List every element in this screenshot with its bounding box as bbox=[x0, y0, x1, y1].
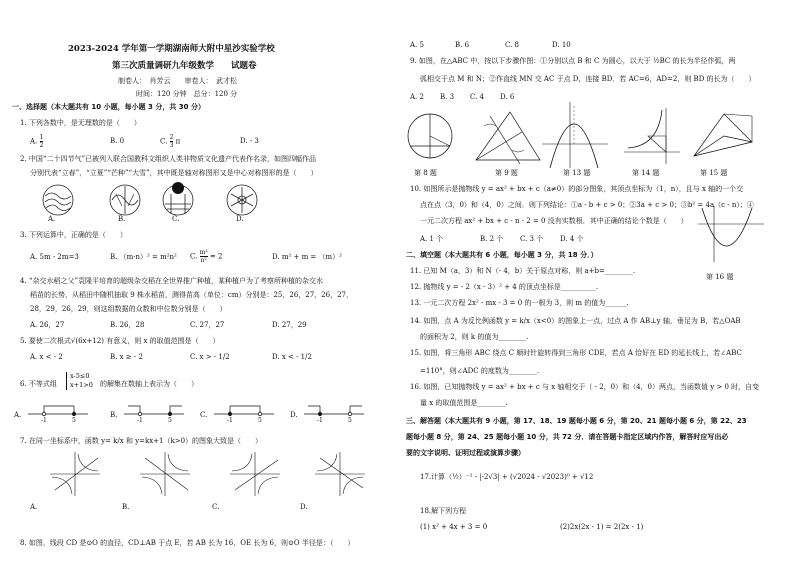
q16-parabola-figure bbox=[696, 204, 766, 264]
q4-option-b: B. 26，28 bbox=[110, 321, 145, 329]
q7-graph-b bbox=[140, 452, 190, 496]
q2-label-d: D. bbox=[236, 215, 244, 223]
q16-line2: 量 x 的取值范围是________. bbox=[420, 399, 508, 407]
q1-option-a bbox=[30, 134, 43, 149]
q6-ineq-1: x-5≤0 bbox=[70, 372, 90, 380]
q13-parabola-figure bbox=[540, 100, 610, 170]
section-3-line1: 三、解答题（本大题共有 9 小题，第 17、18、19 题每小题 6 分，第 20、21 题每小题 6 分，第 22、23 bbox=[406, 417, 747, 425]
q1-c-label: C. bbox=[160, 137, 168, 146]
q3-c-fraction bbox=[200, 249, 208, 264]
q15-line2: =110°，则∠ADC 的度数为________. bbox=[420, 367, 540, 375]
q6-label-a: A. bbox=[14, 411, 22, 419]
q1-stem: 1. 下列各数中，是无理数的是（ ） bbox=[20, 119, 141, 127]
q1-a-num: 1 bbox=[39, 134, 44, 141]
q1-c-den: 3 bbox=[169, 142, 174, 149]
exam-subtitle: 第三次质量调研九年级数学 试题卷 bbox=[112, 61, 257, 71]
q9-line2: 弧相交于点 M 和 N；②作直线 MN 交 AC 于点 D，连接 BD．若 AC=6，AD=2，则 BD 的长为（ ） bbox=[420, 75, 756, 83]
q7-graphs bbox=[0, 450, 400, 500]
q10-line2: 点在点（3，0）和（4，0）之间．则下列结论：①a - b + c > 0；②3a + c > 0；③b² = 4a（c - n）；④ bbox=[420, 201, 754, 209]
q6-tick-d2: 5 bbox=[348, 417, 352, 424]
q3-c-num: m² bbox=[199, 249, 208, 256]
q11-text: 11. 已知 M（a，3）和 N（- 4，b）关于原点对称，则 a+b=________. bbox=[410, 267, 636, 275]
q9-option-a: A. 2 bbox=[410, 93, 424, 101]
q17-text: 17.计算（½）⁻² - |-2√3| + (√2024 - √2023)⁰ + √12 bbox=[420, 473, 594, 481]
q9-option-c: C. 4 bbox=[470, 93, 485, 101]
q6-label-b: B. bbox=[110, 411, 118, 419]
q3-option-d: D. m² + m = （m）² bbox=[272, 253, 342, 261]
q4-line3: 28，29，26，29，则这组数据的众数和中位数分别是（ ） bbox=[30, 305, 227, 313]
q6-number-line-d bbox=[304, 406, 364, 416]
q10-line3: 一元二次方程 ax² + bx + c - n - 2 = 0 没有实数根．其中正确的结论个数是（ ） bbox=[420, 217, 688, 225]
q5-option-c: C. x > - 1/2 bbox=[190, 353, 230, 361]
q8-circle-figure bbox=[406, 106, 456, 166]
q15-line1: 15. 如图，将三角形 ABC 绕点 C 顺时针旋转得到三角形 CDE，若点 A 恰好在 ED 的延长线上，若∠ABC bbox=[410, 349, 742, 357]
exam-title: 2023-2024 学年第一学期湖南师大附中星沙实验学校 bbox=[68, 44, 275, 54]
q12-text: 12. 抛物线 y = - 2（x - 3）² + 4 的顶点坐标是__________. bbox=[410, 283, 599, 291]
q1-option-c bbox=[160, 134, 180, 149]
q2-label-b: B. bbox=[118, 215, 126, 223]
q3-c-post: = 2 bbox=[209, 252, 223, 261]
q6-tick-b1: -1 bbox=[137, 417, 143, 424]
section-2-heading: 二、填空题（本大题共有 6 小题，每小题 3 分，共 18 分．） bbox=[406, 251, 598, 259]
q2-line1: 2. 中国“二十四节气”已被列入联合国教科文组织人类非物质文化遗产代表作名录，如图四幅作品 bbox=[20, 155, 317, 163]
solar-term-mangzhong bbox=[163, 182, 193, 215]
q5-option-b: B. x ≥ - 2 bbox=[110, 353, 143, 361]
q16-line1: 16. 如图，已知抛物线 y = ax² + bx + c 与 x 轴相交于（ - 2，0）和（4，0）两点，当函数值 y > 0 时，自变 bbox=[410, 383, 760, 391]
q7-label-b: B. bbox=[122, 503, 130, 511]
q1-c-num: 2 bbox=[169, 134, 174, 141]
q18-part1: (1) x² + 4x + 3 = 0 bbox=[420, 523, 488, 531]
q2-label-a: A. bbox=[48, 215, 56, 223]
q6-stem-post: 的解集在数轴上表示为（ ） bbox=[100, 380, 198, 388]
q2-line2: 分别代表“立春”，“立夏”“芒种”“大雪”，其中既是轴对称图形又是中心对称图形的是（ ） bbox=[30, 169, 318, 177]
section-3-line2: 题每小题 8 分，第 24、25 题每小题 10 分，共 72 分．请在答题卡指定区域内作答，解答时应写出必 bbox=[406, 433, 729, 441]
q1-c-pi: π bbox=[175, 137, 181, 146]
q1-option-b: B. 0 bbox=[110, 137, 125, 145]
q9-triangle-figure bbox=[470, 106, 550, 166]
q3-option-a: A. 5m - 2m=3 bbox=[30, 253, 79, 261]
q7-graph-d bbox=[315, 452, 365, 496]
q1-a-label: A. bbox=[30, 137, 38, 146]
q3-option-c bbox=[190, 249, 222, 264]
q6-stem-pre: 6. 不等式组 bbox=[20, 380, 57, 388]
q6-number-line-b bbox=[124, 406, 184, 416]
q8-option-c: C. 8 bbox=[505, 41, 520, 49]
q9-line1: 9. 如图，在△ABC 中，按以下步骤作图：①分别以点 B 和 C 为圆心，以大于 ½BC 的长为半径作弧，两 bbox=[410, 57, 736, 65]
q10-option-c: C. 3 个 bbox=[520, 235, 544, 243]
q8-option-d: D. 10 bbox=[552, 41, 571, 49]
q6-label-c: C. bbox=[200, 411, 208, 419]
fig-label-8: 第 8 题 bbox=[414, 169, 437, 177]
q6-tick-c1: -1 bbox=[227, 417, 233, 424]
q2-label-c: C. bbox=[172, 215, 180, 223]
q10-line1: 10. 如图所示是抛物线 y = ax² + bx + c（a≠0）的部分图象，其顶点坐标为（1，n），且与 x 轴的一个交 bbox=[410, 185, 744, 193]
q1-a-den: 2 bbox=[39, 142, 44, 149]
q4-line2: 稻苗的长势，从稻田中随机抽取 9 株水稻苗，测得苗高（单位：cm）分别是：25，26，27，26，27， bbox=[30, 291, 353, 299]
q5-stem: 5. 要使二次根式√(6x+12) 有意义，则 x 的取值范围是（ ） bbox=[20, 337, 220, 345]
q6-tick-b2: 5 bbox=[168, 417, 172, 424]
q9-option-d: D. 6 bbox=[500, 93, 515, 101]
q15-rotation-figure bbox=[690, 106, 760, 166]
q3-c-den: n² bbox=[200, 257, 207, 264]
q4-option-c: C. 27，27 bbox=[190, 321, 225, 329]
right-column bbox=[400, 0, 794, 561]
solar-term-lixia bbox=[110, 185, 140, 215]
q10-option-d: D. 4 个 bbox=[560, 235, 584, 243]
q14-line2: 的面积为 2，则 k 的值为________. bbox=[420, 333, 529, 341]
q18-part2: (2)2x(2x - 1) = 2(2x - 1) bbox=[560, 523, 644, 531]
q7-stem: 7. 在同一坐标系中，函数 y= k/x 和 y=kx+1（k>0）的图象大致是（ ） bbox=[20, 437, 263, 445]
q10-option-b: B. 2 个 bbox=[480, 235, 504, 243]
q3-c-label: C. bbox=[190, 252, 198, 261]
q14-line1: 14. 如图，点 A 为反比例函数 y = k/x（x<0）的图象上一点，过点 A 作 AB⊥y 轴，垂足为 B，若△OAB bbox=[410, 317, 741, 325]
exam-time-score: 时间：120 分钟 总分：120 分 bbox=[136, 90, 238, 98]
q6-tick-d1: -1 bbox=[317, 417, 323, 424]
section-1-heading: 一、选择题（本大题共有 10 小题，每小题 3 分，共 30 分） bbox=[12, 103, 205, 111]
q6-tick-a2: 5 bbox=[72, 417, 76, 424]
q4-option-a: A. 26，27 bbox=[30, 321, 65, 329]
q6-label-d: D. bbox=[290, 411, 298, 419]
q1-a-fraction bbox=[40, 134, 44, 149]
q3-option-b: B. （m·n）² = m²n² bbox=[110, 253, 177, 261]
q6-number-line-a bbox=[28, 406, 88, 416]
q6-ineq-2: x+1>0 bbox=[70, 381, 93, 389]
q5-option-a: A. x < - 2 bbox=[30, 353, 63, 361]
fig-label-13: 第 13 题 bbox=[563, 169, 591, 177]
q7-label-a: A. bbox=[30, 503, 38, 511]
q7-graph-c bbox=[230, 452, 280, 496]
q7-label-c: C. bbox=[212, 503, 220, 511]
fig-label-14: 第 14 题 bbox=[632, 169, 660, 177]
q13-text: 13. 一元二次方程 2x² - mx - 3 = 0 的一根为 3，则 m 的值为______. bbox=[410, 299, 629, 307]
q6-number-line-c bbox=[214, 406, 274, 416]
q6-tick-c2: 5 bbox=[258, 417, 262, 424]
exam-authors: 制卷人： 肖芳云 审卷人： 武才松 bbox=[118, 77, 237, 85]
q4-option-d: D. 27，29 bbox=[272, 321, 307, 329]
q2-figures bbox=[0, 180, 400, 230]
solar-term-daxue bbox=[227, 185, 257, 215]
q16-figure-label: 第 16 题 bbox=[706, 273, 734, 281]
q1-option-d: D. - 3 bbox=[240, 137, 259, 145]
solar-term-lichun bbox=[43, 185, 73, 215]
q9-option-b: B. 3 bbox=[440, 93, 455, 101]
fig-label-9: 第 9 题 bbox=[495, 169, 518, 177]
q7-label-d: D. bbox=[300, 503, 308, 511]
q8-option-b: B. 6 bbox=[455, 41, 470, 49]
section-3-line3: 要的文字说明、证明过程或演算步骤） bbox=[406, 449, 525, 457]
q7-graph-a bbox=[50, 452, 100, 496]
q3-stem: 3. 下列运算中，正确的是（ ） bbox=[20, 231, 127, 239]
fig-label-15: 第 15 题 bbox=[700, 169, 728, 177]
q14-hyperbola-figure bbox=[622, 106, 682, 166]
q18-stem: 18.解下列方程 bbox=[420, 507, 467, 515]
q6-system bbox=[66, 372, 93, 390]
q5-option-d: D. x < - 1/2 bbox=[272, 353, 312, 361]
q4-line1: 4. “杂交水稻之父”袁隆平培育的超级杂交稻在全世界推广种植，某种植户为了考察所种植的杂交水 bbox=[20, 277, 324, 285]
q8-option-a: A. 5 bbox=[410, 41, 424, 49]
q10-option-a: A. 1 个 bbox=[420, 235, 444, 243]
q8-stem: 8. 如图，线段 CD 是⊙O 的直径，CD⊥AB 于点 E，若 AB 长为 16，OE 长为 6，则⊙O 半径是：（ ） bbox=[20, 539, 355, 547]
q6-tick-a1: -1 bbox=[41, 417, 47, 424]
q1-c-fraction bbox=[170, 134, 174, 149]
